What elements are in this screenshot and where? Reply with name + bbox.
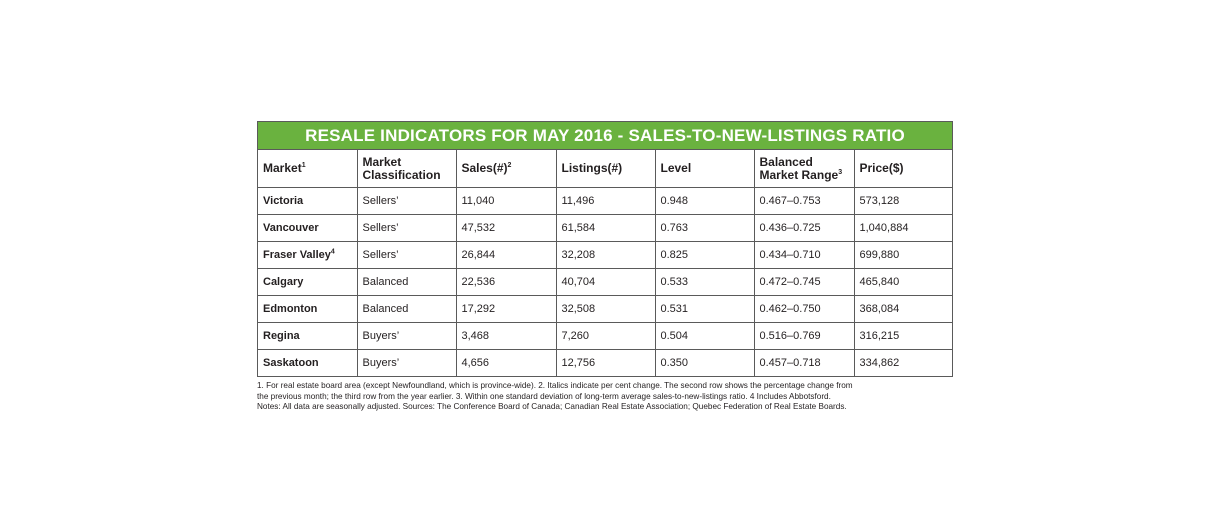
header-listings: Listings(#) — [556, 150, 655, 188]
listings-cell: 7,260 — [556, 323, 655, 350]
market-cell: Vancouver — [258, 215, 357, 242]
range-cell: 0.436–0.725 — [754, 215, 854, 242]
table-row — [258, 215, 952, 242]
range-cell: 0.467–0.753 — [754, 188, 854, 215]
sales-cell: 22,536 — [456, 269, 556, 296]
sales-cell: 11,040 — [456, 188, 556, 215]
level-cell: 0.533 — [655, 269, 754, 296]
classification-cell: Sellers’ — [357, 242, 456, 269]
listings-cell: 12,756 — [556, 350, 655, 377]
footnote-line: 1. For real estate board area (except Newfoundland, which is province-wide). 2. Italics indicate per cent change. The second row shows the percentage change from — [257, 381, 853, 390]
table-title: RESALE INDICATORS FOR MAY 2016 - SALES-TO-NEW-LISTINGS RATIO — [258, 122, 952, 150]
sales-cell: 47,532 — [456, 215, 556, 242]
price-cell: 368,084 — [854, 296, 952, 323]
market-cell: Fraser Valley$^4$ — [258, 242, 357, 269]
table-row — [258, 323, 952, 350]
range-cell: 0.472–0.745 — [754, 269, 854, 296]
level-cell: 0.825 — [655, 242, 754, 269]
listings-cell: 61,584 — [556, 215, 655, 242]
classification-cell: Sellers’ — [357, 215, 456, 242]
level-cell: 0.350 — [655, 350, 754, 377]
listings-cell: 32,208 — [556, 242, 655, 269]
footnote-line: the previous month; the third row from the year earlier. 3. Within one standard deviation of long-term average sales-to-new-listings ratio. 4 Includes Abbotsford. — [257, 391, 831, 401]
sales-cell: 3,468 — [456, 323, 556, 350]
header-balanced-market-range: Balanced Market Range$^3$ — [754, 150, 854, 188]
listings-cell: 40,704 — [556, 269, 655, 296]
sales-cell: 26,844 — [456, 242, 556, 269]
classification-cell: Sellers’ — [357, 188, 456, 215]
header-row — [258, 150, 952, 188]
table-row — [258, 242, 952, 269]
sales-cell: 4,656 — [456, 350, 556, 377]
footnotes — [257, 381, 957, 413]
market-cell: Victoria — [258, 188, 357, 215]
classification-cell: Buyers’ — [357, 323, 456, 350]
classification-cell: Balanced — [357, 269, 456, 296]
price-cell: 334,862 — [854, 350, 952, 377]
level-cell: 0.948 — [655, 188, 754, 215]
price-cell: 1,040,884 — [854, 215, 952, 242]
header-price: Price($) — [854, 150, 952, 188]
classification-cell: Balanced — [357, 296, 456, 323]
market-cell: Calgary — [258, 269, 357, 296]
table-row — [258, 350, 952, 377]
resale-indicators-table — [257, 121, 953, 377]
range-cell: 0.434–0.710 — [754, 242, 854, 269]
table-row — [258, 296, 952, 323]
data-table — [258, 150, 952, 376]
level-cell: 0.763 — [655, 215, 754, 242]
table-row — [258, 269, 952, 296]
footnote-line: Notes: All data are seasonally adjusted. Sources: The Conference Board of Canada; Canadian Real Estate Association; Quebec Federation of Real Estate Boards. — [257, 402, 847, 411]
listings-cell: 11,496 — [556, 188, 655, 215]
header-level: Level — [655, 150, 754, 188]
sales-cell: 17,292 — [456, 296, 556, 323]
price-cell: 699,880 — [854, 242, 952, 269]
market-cell: Regina — [258, 323, 357, 350]
level-cell: 0.504 — [655, 323, 754, 350]
header-sales: Sales(#)$^2$ — [456, 150, 556, 188]
market-cell: Edmonton — [258, 296, 357, 323]
price-cell: 316,215 — [854, 323, 952, 350]
classification-cell: Buyers’ — [357, 350, 456, 377]
table-row — [258, 188, 952, 215]
range-cell: 0.516–0.769 — [754, 323, 854, 350]
header-market-classification: Market Classification — [357, 150, 456, 188]
price-cell: 465,840 — [854, 269, 952, 296]
range-cell: 0.457–0.718 — [754, 350, 854, 377]
market-cell: Saskatoon — [258, 350, 357, 377]
range-cell: 0.462–0.750 — [754, 296, 854, 323]
header-market: Market$^1$ — [258, 150, 357, 188]
listings-cell: 32,508 — [556, 296, 655, 323]
price-cell: 573,128 — [854, 188, 952, 215]
level-cell: 0.531 — [655, 296, 754, 323]
